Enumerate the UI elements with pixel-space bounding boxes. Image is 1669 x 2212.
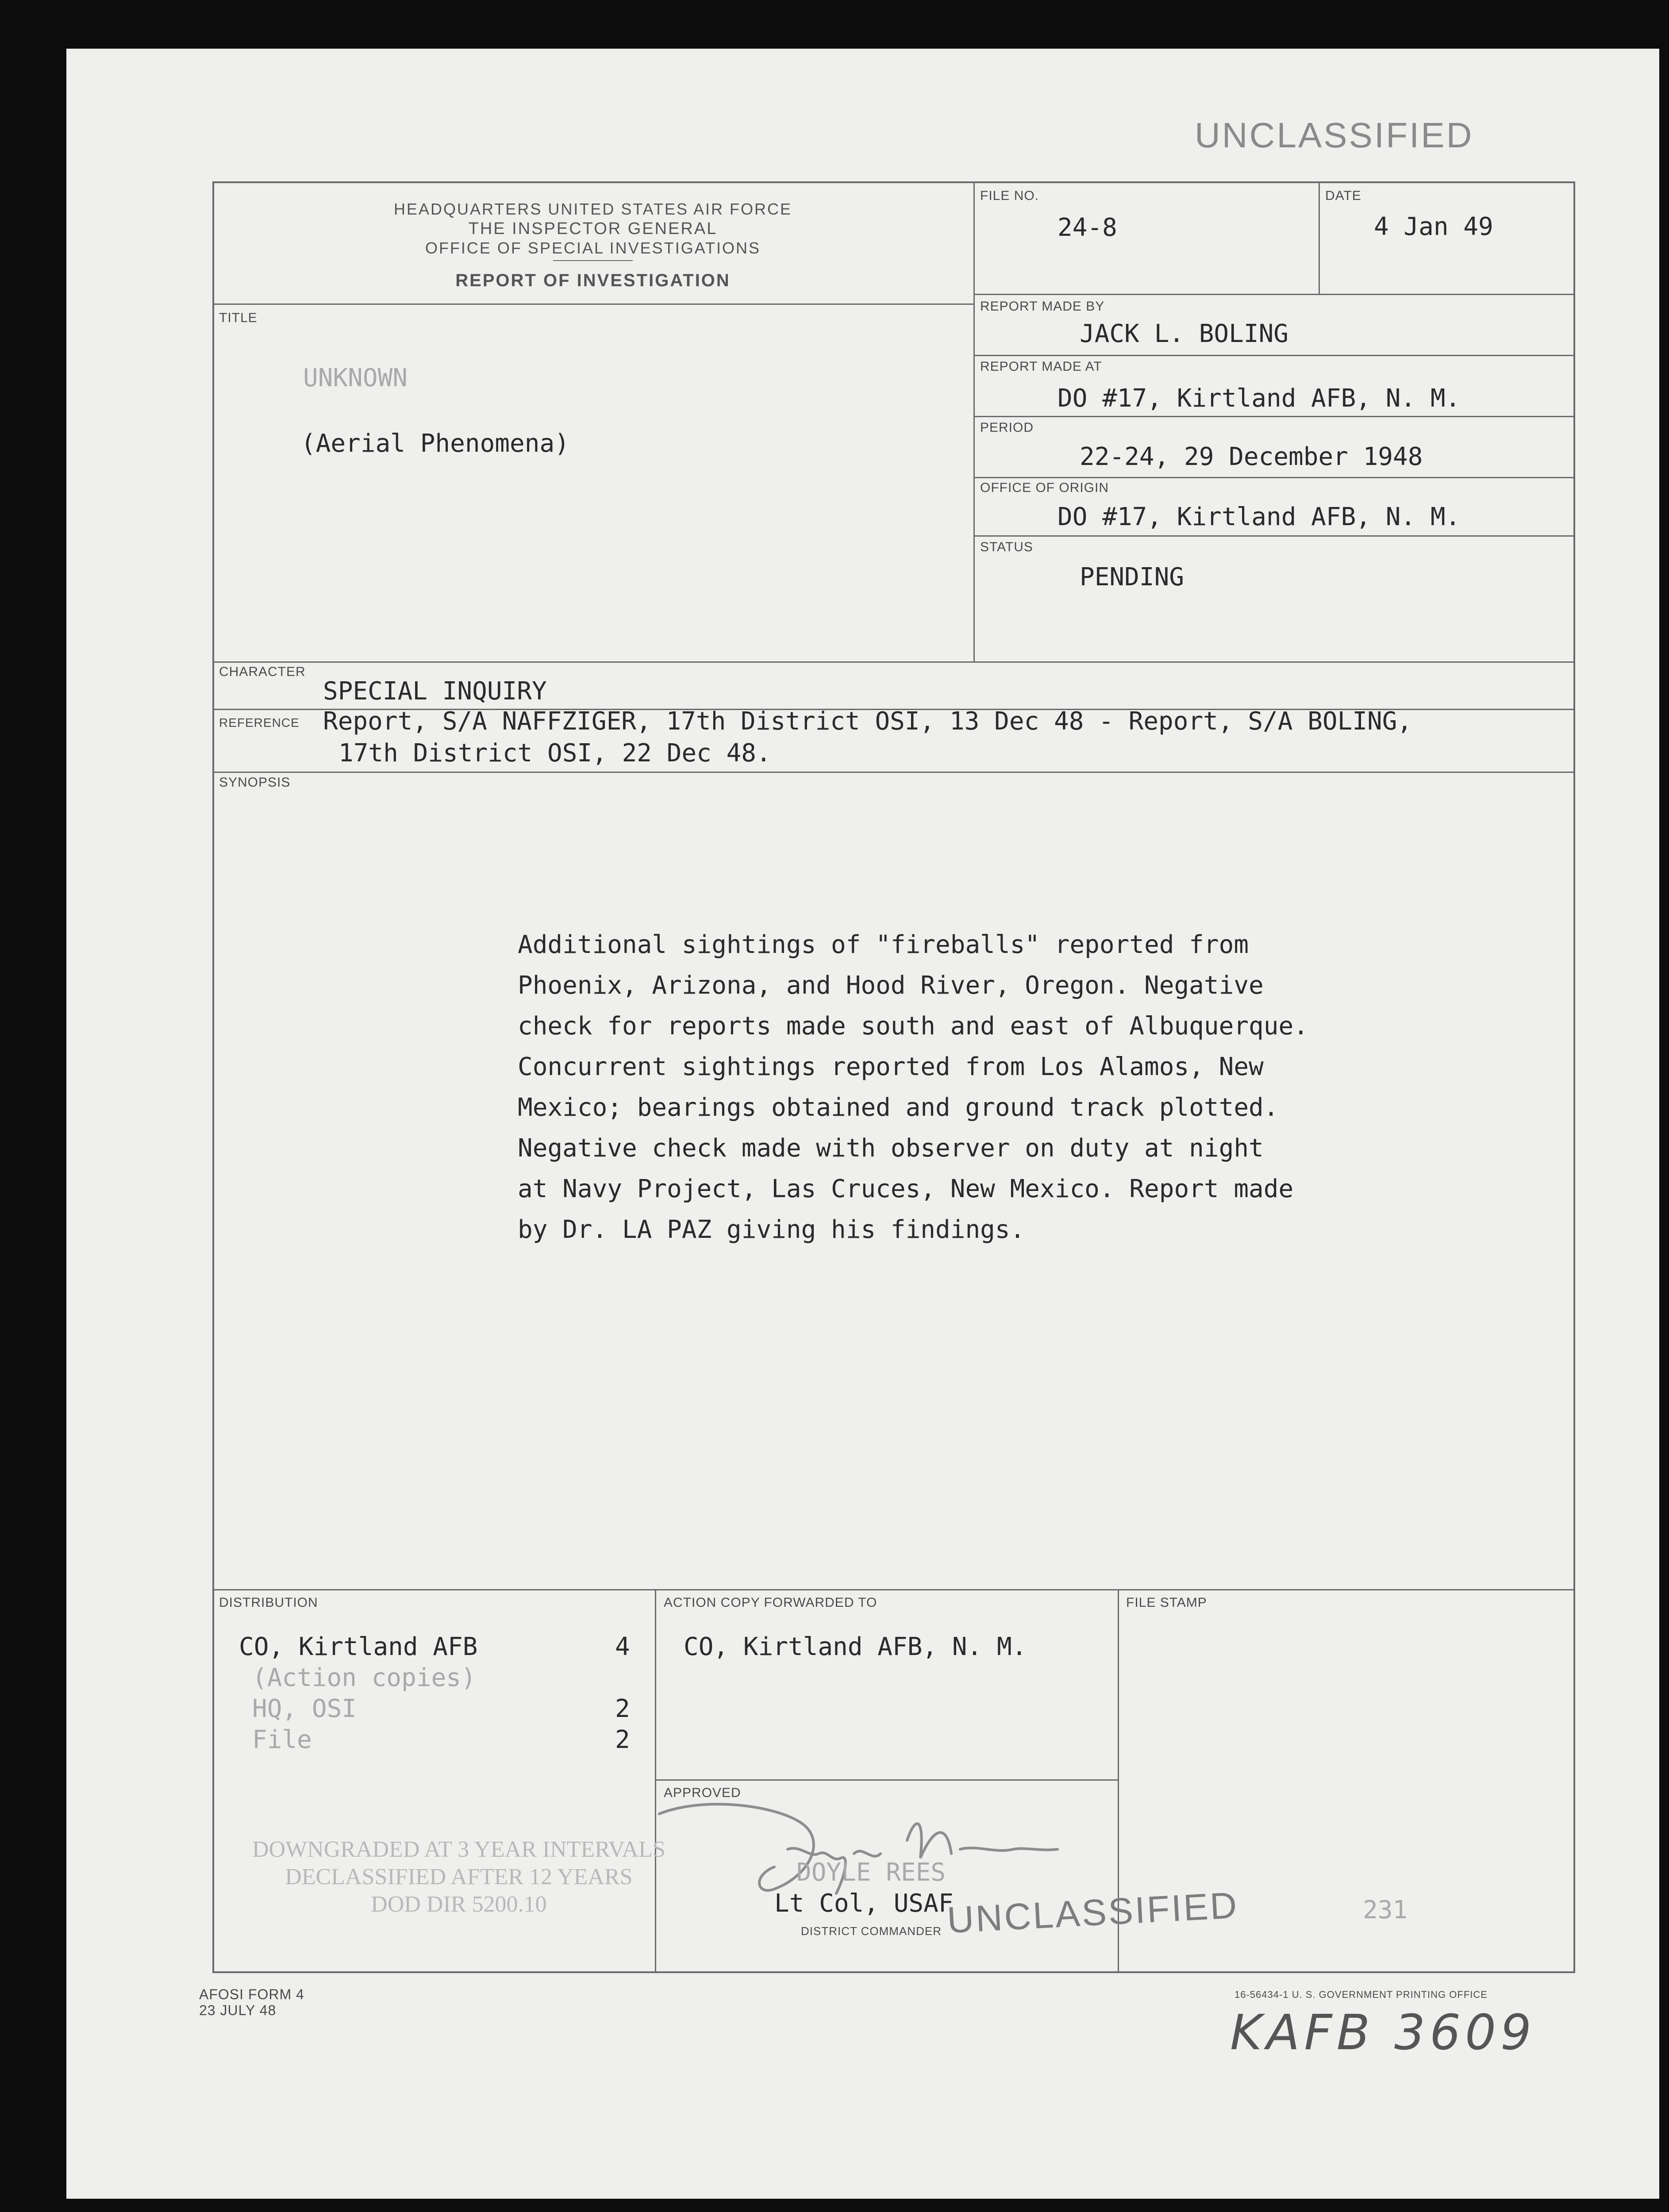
file-stamp-label: FILE STAMP — [1126, 1595, 1207, 1610]
synopsis-text — [518, 925, 1308, 1250]
top-classification-stamp: UNCLASSIFIED — [1195, 115, 1474, 155]
character-value: SPECIAL INQUIRY — [323, 677, 547, 706]
report-made-by-label: REPORT MADE BY — [980, 299, 1105, 314]
distribution-label: DISTRIBUTION — [219, 1595, 318, 1610]
distribution-row-count: 2 — [615, 1694, 630, 1723]
synopsis-line: check for reports made south and east of Albuquerque. — [518, 1012, 1308, 1041]
distribution-row-name: CO, Kirtland AFB — [239, 1632, 478, 1661]
file-no-label: FILE NO. — [980, 188, 1039, 203]
office-of-origin-value: DO #17, Kirtland AFB, N. M. — [1058, 503, 1461, 531]
reference-label: REFERENCE — [219, 716, 300, 730]
status-value: PENDING — [1080, 563, 1184, 591]
date-label: DATE — [1325, 188, 1361, 203]
reference-line-2: 17th District OSI, 22 Dec 48. — [338, 739, 771, 768]
distribution-row-count: 2 — [615, 1725, 630, 1754]
bottom-classification-stamp: UNCLASSIFIED — [946, 1884, 1240, 1941]
downgrade-stamp — [252, 1836, 665, 1918]
handwritten-reference: KAFB 3609 — [1230, 2004, 1536, 2061]
distribution-row-name: HQ, OSI — [252, 1694, 357, 1723]
synopsis-line: Additional sightings of "fireballs" reported from — [518, 930, 1249, 959]
file-stamp-number: 231 — [1363, 1896, 1408, 1924]
title-subtitle: (Aerial Phenomena) — [301, 429, 569, 458]
approved-label: APPROVED — [664, 1786, 741, 1800]
synopsis-line: Mexico; bearings obtained and ground track plotted. — [518, 1093, 1279, 1122]
title-value: UNKNOWN — [303, 364, 408, 392]
period-value: 22-24, 29 December 1948 — [1080, 442, 1423, 471]
distribution-row-count: 4 — [615, 1632, 630, 1661]
synopsis-line: Phoenix, Arizona, and Hood River, Oregon. Negative — [518, 971, 1264, 1000]
office-of-origin-label: OFFICE OF ORIGIN — [980, 480, 1109, 495]
form-number-line: AFOSI FORM 4 — [199, 1986, 304, 2002]
report-made-by-value: JACK L. BOLING — [1080, 319, 1289, 348]
synopsis-line: at Navy Project, Las Cruces, New Mexico. Report made — [518, 1175, 1294, 1203]
title-label: TITLE — [219, 311, 258, 325]
character-label: CHARACTER — [219, 664, 306, 679]
header-line-3: OFFICE OF SPECIAL INVESTIGATIONS — [425, 239, 761, 257]
action-copy-label: ACTION COPY FORWARDED TO — [664, 1595, 877, 1610]
document-page — [66, 49, 1659, 2199]
distribution-row-name: File — [252, 1725, 312, 1754]
file-no-value: 24-8 — [1058, 213, 1117, 242]
report-made-at-value: DO #17, Kirtland AFB, N. M. — [1058, 384, 1461, 413]
synopsis-label: SYNOPSIS — [219, 775, 291, 790]
report-made-at-label: REPORT MADE AT — [980, 359, 1102, 374]
status-label: STATUS — [980, 540, 1033, 554]
downgrade-line: DOD DIR 5200.10 — [371, 1892, 547, 1917]
header-title: REPORT OF INVESTIGATION — [455, 271, 731, 290]
synopsis-line: Concurrent sightings reported from Los Alamos, New — [518, 1052, 1264, 1081]
approver-rank: Lt Col, USAF — [774, 1889, 954, 1918]
action-copy-value: CO, Kirtland AFB, N. M. — [684, 1632, 1027, 1661]
approver-name: DOYLE REES — [796, 1858, 946, 1887]
date-value: 4 Jan 49 — [1374, 212, 1493, 241]
approver-role: DISTRICT COMMANDER — [801, 1924, 942, 1938]
synopsis-line: Negative check made with observer on duty at night — [518, 1134, 1264, 1163]
reference-line-1: Report, S/A NAFFZIGER, 17th District OSI, 13 Dec 48 - Report, S/A BOLING, — [323, 707, 1412, 736]
downgrade-line: DECLASSIFIED AFTER 12 YEARS — [285, 1864, 633, 1889]
form-number — [199, 1986, 304, 2018]
synopsis-line: by Dr. LA PAZ giving his findings. — [518, 1215, 1025, 1244]
form-number-date: 23 JULY 48 — [199, 2002, 277, 2018]
distribution-row-name: (Action copies) — [252, 1663, 476, 1692]
header-line-1: HEADQUARTERS UNITED STATES AIR FORCE — [393, 200, 792, 218]
printing-office-note: 16-56434-1 U. S. GOVERNMENT PRINTING OFFICE — [1234, 1989, 1488, 2000]
downgrade-line: DOWNGRADED AT 3 YEAR INTERVALS — [252, 1837, 665, 1862]
period-label: PERIOD — [980, 420, 1034, 435]
header-line-2: THE INSPECTOR GENERAL — [468, 219, 718, 238]
